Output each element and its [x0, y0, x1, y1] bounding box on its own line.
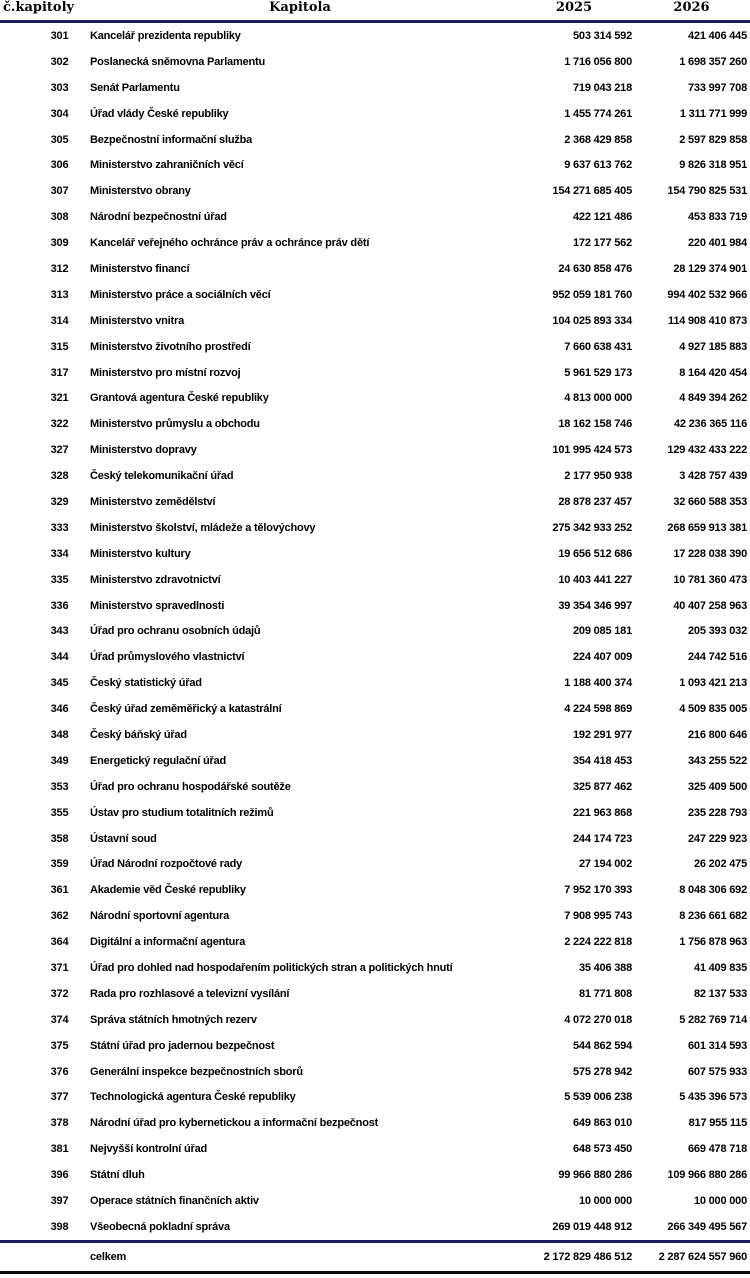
amount-2026-cell: 220 401 984: [688, 237, 747, 250]
chapter-name-cell: Ministerstvo životního prostředí: [90, 340, 251, 353]
total-row: [0, 1241, 750, 1272]
table-row: [0, 230, 750, 256]
chapter-name-cell: Ústav pro studium totalitních režimů: [90, 806, 274, 819]
chapter-name-cell: Ministerstvo školství, mládeže a tělovýchovy: [90, 521, 316, 534]
amount-2026-cell: 10 000 000: [693, 1195, 747, 1208]
chapter-number-cell: 359: [50, 858, 69, 871]
table-row: [0, 489, 750, 515]
amount-2026-cell: 32 660 588 353: [673, 495, 747, 508]
amount-2025-cell: 719 043 218: [573, 81, 632, 94]
chapter-number-cell: 355: [50, 806, 69, 819]
amount-2025-cell: 101 995 424 573: [552, 444, 632, 457]
amount-2025-cell: 269 019 448 912: [552, 1220, 632, 1233]
column-header-2025: 2025: [515, 0, 633, 22]
amount-2026-cell: 994 402 532 966: [667, 288, 747, 301]
table-row: [0, 696, 750, 722]
chapter-number-cell: 376: [50, 1065, 69, 1078]
amount-2026-cell: 1 093 421 213: [679, 677, 747, 690]
chapter-number-cell: 349: [50, 754, 69, 767]
chapter-name-cell: Ministerstvo spravedlnosti: [90, 599, 225, 612]
column-header-2026: 2026: [633, 0, 750, 22]
table-row: [0, 334, 750, 360]
chapter-number-cell: 346: [50, 703, 69, 716]
amount-2025-cell: 18 162 158 746: [558, 418, 632, 431]
table-body: [0, 22, 750, 1242]
table-row: [0, 903, 750, 929]
amount-2025-cell: 81 771 808: [578, 987, 632, 1000]
chapter-name-cell: Grantová agentura České republiky: [90, 392, 269, 405]
chapter-name-cell: Ministerstvo kultury: [90, 547, 191, 560]
chapter-number-cell: 315: [50, 340, 69, 353]
chapter-name-cell: Ministerstvo průmyslu a obchodu: [90, 418, 260, 431]
chapter-number-cell: 364: [50, 936, 69, 949]
amount-2026-cell: 129 432 433 222: [667, 444, 747, 457]
amount-2026-cell: 154 790 825 531: [667, 185, 747, 198]
amount-2025-cell: 7 952 170 393: [564, 884, 632, 897]
amount-2025-cell: 952 059 181 760: [552, 288, 632, 301]
chapter-name-cell: Poslanecká sněmovna Parlamentu: [90, 55, 265, 68]
chapter-number-cell: 304: [50, 107, 69, 120]
table-row: [0, 1110, 750, 1136]
chapter-number-cell: 317: [50, 366, 69, 379]
table-row: [0, 308, 750, 334]
amount-2026-cell: 3 428 757 439: [679, 470, 747, 483]
amount-2026-cell: 235 228 793: [688, 806, 747, 819]
amount-2026-cell: 268 659 913 381: [667, 521, 747, 534]
chapter-number-cell: 328: [50, 470, 69, 483]
table-row: [0, 722, 750, 748]
table-row: [0, 774, 750, 800]
chapter-number-cell: 348: [50, 728, 69, 741]
amount-2025-cell: 2 368 429 858: [564, 133, 632, 146]
amount-2025-cell: 354 418 453: [573, 754, 632, 767]
table-row: [0, 437, 750, 463]
chapter-name-cell: Generální inspekce bezpečnostních sborů: [90, 1065, 303, 1078]
table-row: [0, 852, 750, 878]
amount-2026-cell: 40 407 258 963: [673, 599, 747, 612]
chapter-name-cell: Úřad pro ochranu hospodářské soutěže: [90, 780, 291, 793]
table-row: [0, 385, 750, 411]
amount-2025-cell: 1 188 400 374: [564, 677, 632, 690]
table-row: [0, 49, 750, 75]
table-row: [0, 593, 750, 619]
table-row: [0, 981, 750, 1007]
chapter-name-cell: Úřad Národní rozpočtové rady: [90, 858, 243, 871]
chapter-number-cell: 335: [50, 573, 69, 586]
chapter-number-cell: 309: [50, 237, 69, 250]
amount-2025-cell: 2 224 222 818: [564, 936, 632, 949]
amount-2026-cell: 109 966 880 286: [667, 1169, 747, 1182]
chapter-number-cell: 321: [50, 392, 69, 405]
table-row: [0, 101, 750, 127]
chapter-number-cell: 374: [50, 1013, 69, 1026]
chapter-number-cell: 372: [50, 987, 69, 1000]
table-row: [0, 826, 750, 852]
amount-2025-cell: 5 961 529 173: [564, 366, 632, 379]
chapter-number-cell: 313: [50, 288, 69, 301]
table-row: [0, 515, 750, 541]
total-2025: 2 172 829 486 512: [515, 1241, 633, 1272]
amount-2026-cell: 266 349 495 567: [667, 1220, 747, 1233]
amount-2025-cell: 224 407 009: [573, 651, 632, 664]
total-2026: 2 287 624 557 960: [633, 1241, 750, 1272]
amount-2025-cell: 1 455 774 261: [564, 107, 632, 120]
chapter-number-cell: 378: [50, 1117, 69, 1130]
amount-2025-cell: 9 637 613 762: [564, 159, 632, 172]
table-row: [0, 567, 750, 593]
amount-2026-cell: 8 236 661 682: [679, 910, 747, 923]
chapter-number-cell: 358: [50, 832, 69, 845]
amount-2025-cell: 503 314 592: [573, 29, 632, 42]
amount-2025-cell: 10 403 441 227: [558, 573, 632, 586]
chapter-name-cell: Technologická agentura České republiky: [90, 1091, 296, 1104]
amount-2025-cell: 575 278 942: [573, 1065, 632, 1078]
amount-2025-cell: 172 177 562: [573, 237, 632, 250]
chapter-name-cell: Úřad vlády České republiky: [90, 107, 229, 120]
amount-2025-cell: 99 966 880 286: [558, 1169, 632, 1182]
amount-2025-cell: 325 877 462: [573, 780, 632, 793]
chapter-number-cell: 353: [50, 780, 69, 793]
chapter-name-cell: Nejvyšší kontrolní úřad: [90, 1143, 208, 1156]
amount-2026-cell: 216 800 646: [688, 728, 747, 741]
amount-2025-cell: 7 660 638 431: [564, 340, 632, 353]
table-row: [0, 618, 750, 644]
amount-2025-cell: 649 863 010: [573, 1117, 632, 1130]
amount-2026-cell: 244 742 516: [688, 651, 747, 664]
amount-2025-cell: 544 862 594: [573, 1039, 632, 1052]
chapter-name-cell: Ministerstvo práce a sociálních věcí: [90, 288, 271, 301]
table-row: [0, 929, 750, 955]
amount-2025-cell: 4 224 598 869: [564, 703, 632, 716]
amount-2026-cell: 2 597 829 858: [679, 133, 747, 146]
amount-2026-cell: 114 908 410 873: [668, 314, 747, 327]
amount-2025-cell: 5 539 006 238: [564, 1091, 632, 1104]
table-row: [0, 256, 750, 282]
chapter-number-cell: 314: [50, 314, 69, 327]
amount-2026-cell: 325 409 500: [688, 780, 747, 793]
table-row: [0, 1188, 750, 1214]
chapter-name-cell: Český úřad zeměměřický a katastrální: [90, 703, 282, 716]
table-row: [0, 955, 750, 981]
amount-2026-cell: 817 955 115: [688, 1117, 747, 1130]
table-row: [0, 1033, 750, 1059]
table-row: [0, 75, 750, 101]
amount-2025-cell: 209 085 181: [573, 625, 632, 638]
chapter-number-cell: 343: [50, 625, 69, 638]
amount-2026-cell: 247 229 923: [688, 832, 747, 845]
amount-2025-cell: 19 656 512 686: [558, 547, 632, 560]
amount-2025-cell: 4 813 000 000: [564, 392, 632, 405]
chapter-number-cell: 308: [50, 211, 69, 224]
table-row: [0, 178, 750, 204]
amount-2025-cell: 275 342 933 252: [552, 521, 632, 534]
chapter-number-cell: 375: [50, 1039, 69, 1052]
amount-2026-cell: 421 406 445: [688, 29, 747, 42]
amount-2026-cell: 5 282 769 714: [679, 1013, 747, 1026]
chapter-name-cell: Ministerstvo vnitra: [90, 314, 185, 327]
chapter-name-cell: Ministerstvo zdravotnictví: [90, 573, 221, 586]
amount-2025-cell: 244 174 723: [573, 832, 632, 845]
chapter-name-cell: Ministerstvo financí: [90, 262, 190, 275]
amount-2026-cell: 607 575 933: [688, 1065, 747, 1078]
table-row: [0, 541, 750, 567]
column-header-chapter-number: č.kapitoly: [0, 0, 85, 22]
amount-2026-cell: 10 781 360 473: [673, 573, 747, 586]
chapter-name-cell: Úřad pro ochranu osobních údajů: [90, 625, 261, 638]
amount-2026-cell: 669 478 718: [688, 1143, 747, 1156]
amount-2026-cell: 733 997 708: [688, 81, 747, 94]
amount-2026-cell: 8 164 420 454: [679, 366, 747, 379]
chapter-number-cell: 301: [50, 29, 69, 42]
chapter-name-cell: Všeobecná pokladní správa: [90, 1220, 230, 1233]
header-row: [0, 0, 750, 22]
amount-2026-cell: 17 228 038 390: [673, 547, 747, 560]
chapter-number-cell: 327: [50, 444, 69, 457]
chapter-name-cell: Bezpečnostní informační služba: [90, 133, 253, 146]
amount-2025-cell: 39 354 346 997: [558, 599, 632, 612]
table-footer: [0, 1241, 750, 1272]
chapter-name-cell: Národní sportovní agentura: [90, 910, 230, 923]
chapter-name-cell: Rada pro rozhlasové a televizní vysílání: [90, 987, 290, 1000]
chapter-number-cell: 329: [50, 495, 69, 508]
amount-2026-cell: 9 826 318 951: [679, 159, 747, 172]
chapter-number-cell: 305: [50, 133, 69, 146]
amount-2026-cell: 41 409 835: [693, 962, 747, 974]
chapter-name-cell: Český statistický úřad: [90, 677, 202, 690]
amount-2025-cell: 10 000 000: [578, 1195, 632, 1208]
table-row: [0, 360, 750, 386]
chapter-number-cell: 381: [50, 1143, 69, 1156]
chapter-number-cell: 377: [50, 1091, 69, 1104]
chapter-name-cell: Ministerstvo zemědělství: [90, 495, 216, 508]
chapter-name-cell: Národní bezpečnostní úřad: [90, 211, 227, 224]
chapter-name-cell: Ústavní soud: [90, 832, 157, 845]
amount-2026-cell: 1 756 878 963: [679, 936, 747, 949]
table-row: [0, 282, 750, 308]
amount-2026-cell: 453 833 719: [688, 211, 747, 224]
chapter-number-cell: 396: [50, 1169, 69, 1182]
amount-2026-cell: 601 314 593: [688, 1039, 747, 1052]
chapter-number-cell: 371: [50, 962, 69, 974]
amount-2026-cell: 205 393 032: [688, 625, 747, 638]
chapter-number-cell: 361: [50, 884, 69, 897]
amount-2025-cell: 154 271 685 405: [552, 185, 632, 198]
table-row: [0, 411, 750, 437]
amount-2025-cell: 24 630 858 476: [558, 262, 632, 275]
chapter-name-cell: Digitální a informační agentura: [90, 936, 246, 949]
chapter-name-cell: Správa státních hmotných rezerv: [90, 1013, 257, 1026]
chapter-name-cell: Státní dluh: [90, 1169, 145, 1182]
amount-2025-cell: 422 121 486: [573, 211, 632, 224]
chapter-number-cell: 345: [50, 677, 69, 690]
amount-2026-cell: 4 509 835 005: [679, 703, 747, 716]
table-row: [0, 204, 750, 230]
amount-2026-cell: 1 698 357 260: [679, 55, 747, 68]
chapter-name-cell: Národní úřad pro kybernetickou a informační bezpečnost: [90, 1117, 379, 1130]
chapter-name-cell: Operace státních finančních aktiv: [90, 1195, 259, 1208]
chapter-name-cell: Kancelář veřejného ochránce práv a ochránce práv dětí: [90, 237, 370, 250]
chapter-name-cell: Energetický regulační úřad: [90, 754, 227, 767]
chapter-name-cell: Senát Parlamentu: [90, 81, 180, 94]
chapter-name-cell: Kancelář prezidenta republiky: [90, 29, 241, 42]
amount-2026-cell: 4 927 185 883: [679, 340, 747, 353]
table-row: [0, 1059, 750, 1085]
amount-2025-cell: 104 025 893 334: [552, 314, 632, 327]
chapter-number-cell: 397: [50, 1195, 69, 1208]
chapter-name-cell: Státní úřad pro jadernou bezpečnost: [90, 1039, 275, 1052]
table-row: [0, 644, 750, 670]
chapter-number-cell: 333: [50, 521, 69, 534]
amount-2025-cell: 221 963 868: [573, 806, 632, 819]
table-header: [0, 0, 750, 22]
amount-2026-cell: 343 255 522: [688, 754, 747, 767]
table-row: [0, 1136, 750, 1162]
chapter-name-cell: Úřad pro dohled nad hospodařením politických stran a politických hnutí: [90, 962, 453, 974]
chapter-number-cell: 306: [50, 159, 69, 172]
table-row: [0, 1214, 750, 1241]
chapter-number-cell: 336: [50, 599, 69, 612]
table-row: [0, 877, 750, 903]
amount-2026-cell: 82 137 533: [693, 987, 747, 1000]
chapter-number-cell: 303: [50, 81, 69, 94]
table-row: [0, 22, 750, 49]
amount-2025-cell: 2 177 950 938: [564, 470, 632, 483]
total-empty-cell: [0, 1241, 85, 1272]
chapter-name-cell: Ministerstvo dopravy: [90, 444, 197, 457]
chapter-name-cell: Český báňský úřad: [90, 728, 187, 741]
amount-2026-cell: 42 236 365 116: [673, 418, 747, 431]
chapter-number-cell: 398: [50, 1220, 69, 1233]
amount-2025-cell: 7 908 995 743: [564, 910, 632, 923]
chapter-number-cell: 302: [50, 55, 69, 68]
chapter-number-cell: 312: [50, 262, 69, 275]
amount-2025-cell: 1 716 056 800: [564, 55, 632, 68]
amount-2026-cell: 8 048 306 692: [679, 884, 747, 897]
table-row: [0, 1085, 750, 1111]
chapter-number-cell: 362: [50, 910, 69, 923]
amount-2025-cell: 192 291 977: [573, 728, 632, 741]
table-row: [0, 463, 750, 489]
table-row: [0, 670, 750, 696]
chapter-number-cell: 307: [50, 185, 69, 198]
chapter-name-cell: Ministerstvo pro místní rozvoj: [90, 366, 241, 379]
amount-2026-cell: 26 202 475: [693, 858, 747, 871]
table-row: [0, 748, 750, 774]
column-header-chapter-name: Kapitola: [85, 0, 515, 22]
amount-2026-cell: 28 129 374 901: [673, 262, 747, 275]
chapter-name-cell: Ministerstvo obrany: [90, 185, 191, 198]
chapter-name-cell: Ministerstvo zahraničních věcí: [90, 159, 244, 172]
chapter-number-cell: 344: [50, 651, 69, 664]
table-row: [0, 1162, 750, 1188]
amount-2025-cell: 28 878 237 457: [558, 495, 632, 508]
amount-2025-cell: 648 573 450: [573, 1143, 632, 1156]
chapter-number-cell: 322: [50, 418, 69, 431]
table-row: [0, 127, 750, 153]
chapter-name-cell: Český telekomunikační úřad: [90, 470, 234, 483]
total-label: celkem: [85, 1241, 515, 1272]
chapter-name-cell: Úřad průmyslového vlastnictví: [90, 651, 245, 664]
amount-2025-cell: 27 194 002: [578, 858, 632, 871]
table-row: [0, 800, 750, 826]
amount-2026-cell: 1 311 771 999: [679, 107, 747, 120]
table-row: [0, 152, 750, 178]
amount-2025-cell: 35 406 388: [578, 962, 632, 974]
amount-2026-cell: 5 435 396 573: [679, 1091, 747, 1104]
table-row: [0, 1007, 750, 1033]
chapter-number-cell: 334: [50, 547, 69, 560]
chapter-name-cell: Akademie věd České republiky: [90, 884, 246, 897]
amount-2025-cell: 4 072 270 018: [564, 1013, 632, 1026]
amount-2026-cell: 4 849 394 262: [679, 392, 747, 405]
